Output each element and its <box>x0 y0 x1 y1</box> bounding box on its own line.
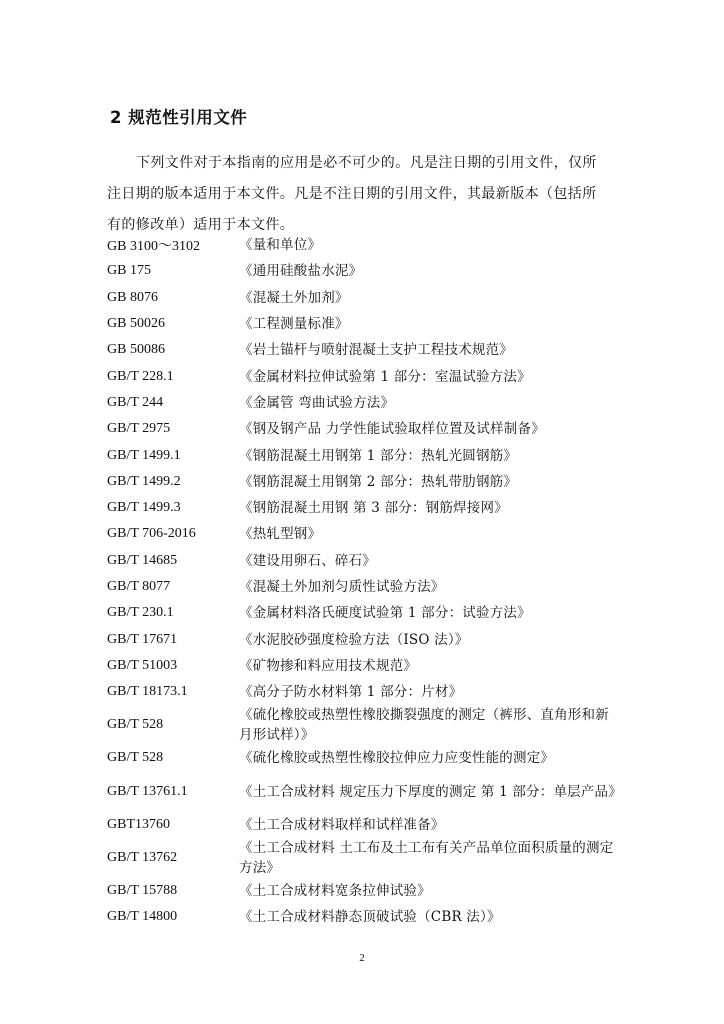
reference-title: 《矿物掺和料应用技术规范》 <box>239 657 418 674</box>
reference-row <box>107 878 622 904</box>
reference-list <box>107 232 622 931</box>
reference-row <box>107 232 622 258</box>
reference-row <box>107 812 622 838</box>
reference-code: GB/T 17671 <box>107 631 178 647</box>
reference-code: GB/T 15788 <box>107 883 178 899</box>
intro-paragraph <box>107 148 619 241</box>
reference-code: GB/T 14685 <box>107 552 178 568</box>
reference-title: 《高分子防水材料第 1 部分：片材》 <box>239 684 463 701</box>
reference-title: 《钢及钢产品 力学性能试验取样位置及试样制备》 <box>239 421 545 438</box>
reference-code: GB/T 1499.3 <box>107 500 181 516</box>
reference-code: GB/T 1499.2 <box>107 473 181 489</box>
reference-row <box>107 772 622 812</box>
reference-title: 《金属管 弯曲试验方法》 <box>239 394 395 411</box>
reference-code: GB/T 228.1 <box>107 368 174 384</box>
reference-code: GB 175 <box>107 263 151 279</box>
reference-title: 《岩土锚杆与喷射混凝土支护工程技术规范》 <box>239 342 513 359</box>
reference-code: GB 8076 <box>107 289 158 305</box>
reference-code: GB/T 1499.1 <box>107 447 181 463</box>
reference-title: 《混凝土外加剂》 <box>239 289 349 306</box>
reference-row <box>107 705 622 745</box>
reference-title: 《建设用卵石、碎石》 <box>239 552 376 569</box>
reference-code: GB/T 51003 <box>107 657 178 673</box>
reference-code: GB 3100～3102 <box>107 239 200 255</box>
reference-row <box>107 838 622 878</box>
reference-code: GB/T 528 <box>107 750 164 766</box>
reference-title: 《钢筋混凝土用钢第 2 部分：热轧带肋钢筋》 <box>239 473 518 490</box>
reference-title: 《土工合成材料 土工布及土工布有关产品单位面积质量的测定方法》 <box>239 839 614 876</box>
reference-title: 《金属材料洛氏硬度试验第 1 部分：试验方法》 <box>239 605 531 622</box>
reference-title: 《硫化橡胶或热塑性橡胶撕裂强度的测定（裤形、直角形和新月形试样）》 <box>239 707 609 744</box>
reference-code: GB/T 528 <box>107 717 164 733</box>
reference-row <box>107 600 622 626</box>
reference-title: 《量和单位》 <box>239 237 322 254</box>
reference-row <box>107 311 622 337</box>
section-heading: 2 规范性引用文件 <box>110 108 248 127</box>
reference-title: 《热轧型钢》 <box>239 526 322 543</box>
reference-code: GB/T 14800 <box>107 909 178 925</box>
reference-row <box>107 469 622 495</box>
reference-row <box>107 337 622 363</box>
reference-code: GB/T 230.1 <box>107 605 174 621</box>
reference-code: GB/T 244 <box>107 394 164 410</box>
reference-title: 《钢筋混凝土用钢 第 3 部分：钢筋焊接网》 <box>239 500 508 517</box>
reference-row <box>107 363 622 389</box>
intro-line: 下列文件对于本指南的应用是必不可少的。凡是注日期的引用文件，仅所 <box>136 155 597 171</box>
reference-row <box>107 285 622 311</box>
reference-row <box>107 258 622 284</box>
page-number: 2 <box>359 952 365 964</box>
reference-code: GB/T 8077 <box>107 579 171 594</box>
reference-code: GB 50086 <box>107 342 165 358</box>
reference-row <box>107 574 622 600</box>
reference-title: 《水泥胶砂强度检验方法（ISO 法）》 <box>239 631 469 648</box>
reference-row <box>107 679 622 705</box>
reference-code: GB/T 13762 <box>107 849 178 865</box>
reference-title: 《硫化橡胶或热塑性橡胶拉伸应力应变性能的测定》 <box>239 750 555 767</box>
reference-code: GB/T 13761.1 <box>107 783 188 799</box>
reference-row <box>107 495 622 521</box>
reference-row <box>107 521 622 547</box>
reference-row <box>107 904 622 930</box>
reference-row <box>107 745 622 771</box>
reference-title: 《土工合成材料取样和试样准备》 <box>239 816 445 833</box>
reference-row <box>107 626 622 652</box>
reference-title: 《金属材料拉伸试验第 1 部分：室温试验方法》 <box>239 368 531 385</box>
reference-title: 《钢筋混凝土用钢第 1 部分：热轧光圆钢筋》 <box>239 447 518 464</box>
reference-code: GB/T 2975 <box>107 421 171 437</box>
reference-title: 《通用硅酸盐水泥》 <box>239 263 363 280</box>
reference-row <box>107 390 622 416</box>
reference-code: GB/T 706-2016 <box>107 526 196 542</box>
reference-code: GBT13760 <box>107 816 170 832</box>
reference-row <box>107 442 622 468</box>
reference-row <box>107 416 622 442</box>
reference-title: 《土工合成材料宽条拉伸试验》 <box>239 883 431 900</box>
intro-line: 有的修改单）适用于本文件。 <box>107 217 295 233</box>
reference-row <box>107 548 622 574</box>
intro-line: 注日期的版本适用于本文件。凡是不注日期的引用文件，其最新版本（包括所 <box>107 186 597 202</box>
reference-row <box>107 653 622 679</box>
reference-title: 《工程测量标准》 <box>239 316 349 333</box>
reference-title: 《土工合成材料静态顶破试验（CBR 法）》 <box>239 909 501 926</box>
reference-code: GB/T 18173.1 <box>107 684 188 700</box>
reference-code: GB 50026 <box>107 316 165 332</box>
reference-title: 《混凝土外加剂匀质性试验方法》 <box>239 579 445 595</box>
reference-title: 《土工合成材料 规定压力下厚度的测定 第 1 部分：单层产品》 <box>239 783 622 800</box>
